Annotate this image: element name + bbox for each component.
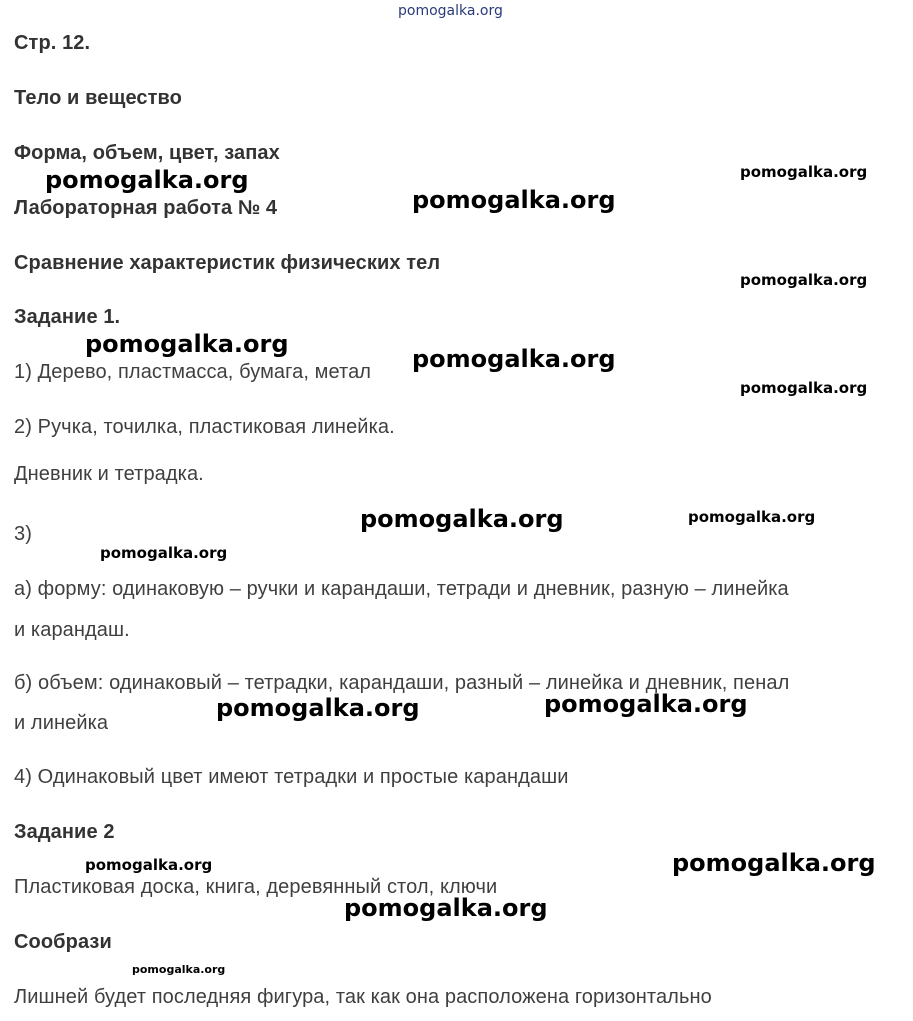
watermark: pomogalka.org [740, 271, 868, 289]
watermark: pomogalka.org [344, 894, 548, 922]
task1-item: и карандаш. [14, 619, 130, 641]
watermark: pomogalka.org [100, 544, 228, 562]
task1-item: 4) Одинаковый цвет имеют тетрадки и простые карандаши [14, 766, 569, 788]
watermark: pomogalka.org [740, 163, 868, 181]
watermark: pomogalka.org [360, 505, 564, 533]
watermark: pomogalka.org [45, 166, 249, 194]
task1-item: 1) Дерево, пластмасса, бумага, метал [14, 361, 372, 383]
lab-title: Лабораторная работа № 4 [14, 197, 278, 219]
think-text: Лишней будет последняя фигура, так как она расположена горизонтально [14, 986, 712, 1008]
watermark: pomogalka.org [412, 186, 616, 214]
topic-heading: Тело и вещество [14, 87, 182, 109]
task1-item: б) объем: одинаковый – тетрадки, карандаши, разный – линейка и дневник, пенал [14, 672, 790, 694]
subtopic-heading: Форма, объем, цвет, запах [14, 142, 280, 164]
watermark: pomogalka.org [132, 963, 226, 976]
watermark: pomogalka.org [672, 849, 876, 877]
watermark: pomogalka.org [544, 690, 748, 718]
page-reference: Стр. 12. [14, 32, 91, 54]
task1-heading: Задание 1. [14, 306, 121, 328]
watermark: pomogalka.org [216, 694, 420, 722]
watermark: pomogalka.org [85, 856, 213, 874]
lab-subtitle: Сравнение характеристик физических тел [14, 252, 441, 274]
task1-item: 2) Ручка, точилка, пластиковая линейка. [14, 416, 395, 438]
task2-heading: Задание 2 [14, 821, 115, 843]
think-heading: Сообрази [14, 931, 112, 953]
watermark: pomogalka.org [412, 345, 616, 373]
watermark: pomogalka.org [85, 330, 289, 358]
watermark: pomogalka.org [688, 508, 816, 526]
task1-item: 3) [14, 523, 32, 545]
header-watermark-link[interactable]: pomogalka.org [398, 3, 503, 19]
task2-text: Пластиковая доска, книга, деревянный стол, ключи [14, 876, 498, 898]
task1-item: а) форму: одинаковую – ручки и карандаши, тетради и дневник, разную – линейка [14, 578, 789, 600]
watermark: pomogalka.org [740, 379, 868, 397]
task1-item: Дневник и тетрадка. [14, 463, 204, 485]
task1-item: и линейка [14, 712, 109, 734]
